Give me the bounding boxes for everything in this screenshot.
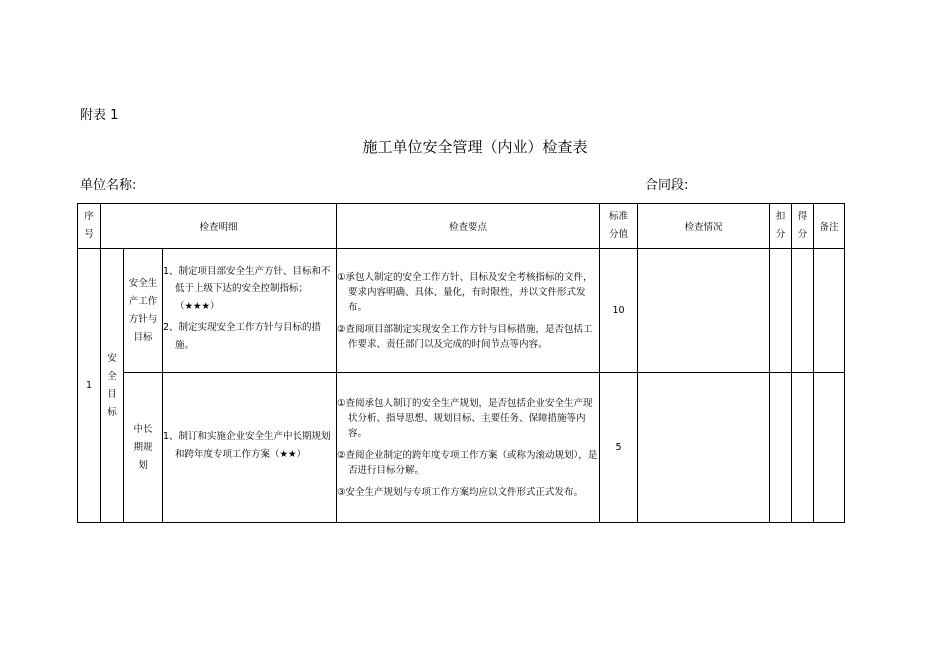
subcategory-line: 目标 <box>133 331 153 343</box>
subcategory-line: 安全生 <box>128 277 158 289</box>
detail-item: 1、制订和实施企业安全生产中长期规划和跨年度专项工作方案（★★） <box>163 431 331 460</box>
header-deduct-line: 扣 <box>775 211 786 222</box>
detail-item: 1、制定项目部安全生产方针、目标和不低于上级下达的安全控制指标；（★★★） <box>163 265 331 312</box>
header-score <box>600 204 638 249</box>
point-item: ③安全生产规划与专项工作方案均应以文件形式正式发布。 <box>337 486 584 498</box>
category-char: 全 <box>107 370 117 382</box>
deduct-cell <box>770 373 792 523</box>
points-cell <box>337 249 600 373</box>
subcategory-cell <box>124 249 163 373</box>
points-cell <box>337 373 600 523</box>
detail-item: 2、制定实现安全工作方针与目标的措施。 <box>163 322 322 351</box>
header-detail: 检查明细 <box>101 204 337 249</box>
detail-cell <box>163 249 337 373</box>
point-item: ①承包人制定的安全工作方针、目标及安全考核指标的文件，要求内容明确、具体、量化，有时限性，并以文件形式发布。 <box>337 271 593 313</box>
subcategory-cell <box>124 373 163 523</box>
header-points: 检查要点 <box>337 204 600 249</box>
document-title: 施工单位安全管理（内业）检查表 <box>362 138 588 156</box>
unit-name-label: 单位名称: <box>80 178 137 193</box>
category-char: 目 <box>107 388 117 400</box>
point-item: ②查阅企业制定的跨年度专项工作方案（或称为滚动规划），是否进行目标分解。 <box>337 449 598 476</box>
header-obtain-line: 得 <box>797 211 808 222</box>
score-cell: 5 <box>600 373 638 523</box>
category-char: 标 <box>107 406 117 418</box>
header-obtain <box>792 204 814 249</box>
seq-cell: 1 <box>78 249 101 523</box>
header-deduct-line: 分 <box>775 229 786 240</box>
obtain-cell <box>792 249 814 373</box>
header-deduct <box>770 204 792 249</box>
contract-section-label: 合同段: <box>645 178 689 193</box>
subcategory-line: 划 <box>138 459 148 471</box>
detail-cell <box>163 373 337 523</box>
subcategory-line: 方针与 <box>128 313 158 325</box>
category-char: 安 <box>107 352 117 364</box>
point-item: ①查阅承包人制订的安全生产规划，是否包括企业安全生产现状分析、指导思想、规划目标、主要任务、保障措施等内容。 <box>337 397 593 439</box>
header-seq-line: 号 <box>84 229 94 240</box>
header-seq-line: 序 <box>84 211 94 222</box>
table-header-row <box>78 204 845 249</box>
remark-cell <box>814 373 845 523</box>
subcategory-line: 产工作 <box>128 295 158 307</box>
table-row <box>78 249 845 373</box>
status-cell <box>638 373 770 523</box>
header-score-line: 标准 <box>609 211 629 222</box>
point-item: ②查阅项目部制定实现安全工作方针与目标措施，是否包括工作要求、责任部门以及完成的时间节点等内容。 <box>337 323 593 350</box>
subcategory-line: 中长 <box>133 423 153 435</box>
score-cell: 10 <box>600 249 638 373</box>
obtain-cell <box>792 373 814 523</box>
header-obtain-line: 分 <box>797 229 808 240</box>
header-score-line: 分值 <box>609 229 629 240</box>
header-remark: 备注 <box>814 204 845 249</box>
remark-cell <box>814 249 845 373</box>
deduct-cell <box>770 249 792 373</box>
subcategory-line: 期规 <box>133 441 153 453</box>
header-status: 检查情况 <box>638 204 770 249</box>
header-seq <box>78 204 101 249</box>
inspection-table <box>77 203 845 523</box>
table-row <box>78 373 845 523</box>
status-cell <box>638 249 770 373</box>
appendix-label: 附表 1 <box>80 108 119 123</box>
category-cell <box>101 249 124 523</box>
